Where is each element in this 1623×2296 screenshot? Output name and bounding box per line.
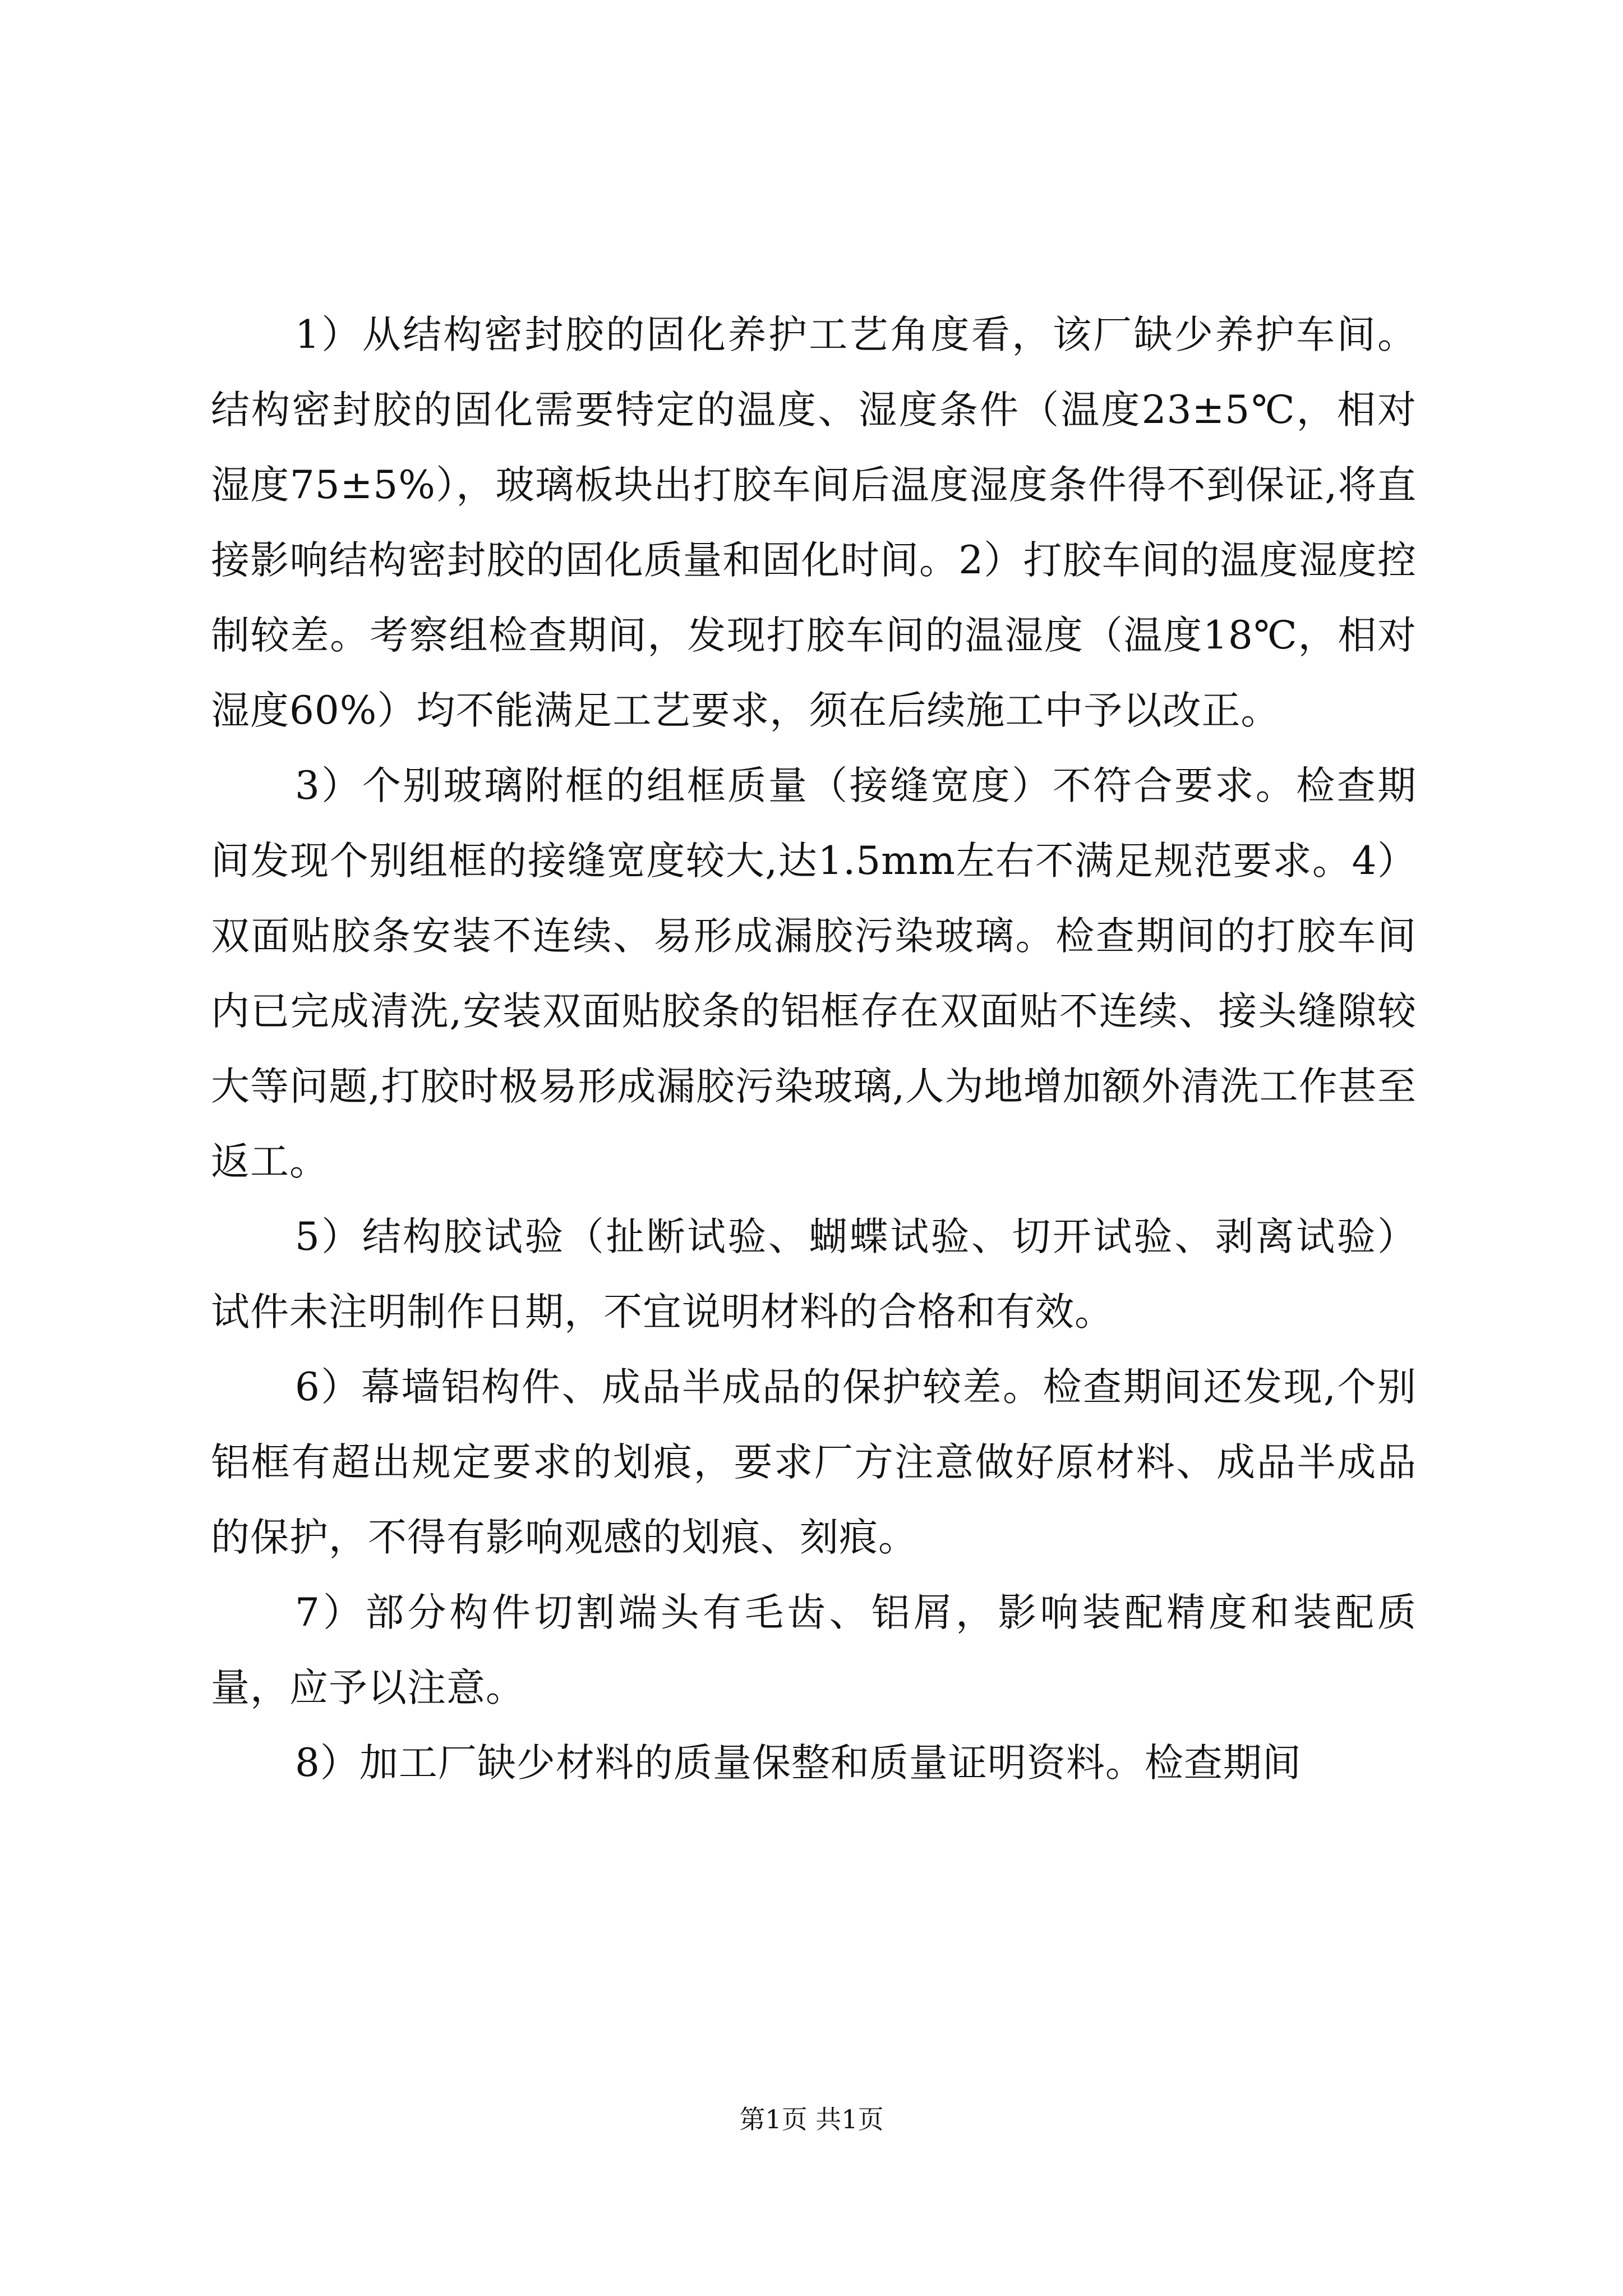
page-number-footer: 第1页 共1页 xyxy=(739,2104,884,2134)
paragraph-3: 5）结构胶试验（扯断试验、蝴蝶试验、切开试验、剥离试验）试件未注明制作日期，不宜说明材料的合格和有效。 xyxy=(211,1214,1417,1335)
paragraph-6: 8）加工厂缺少材料的质量保整和质量证明资料。检查期间 xyxy=(295,1741,1302,1786)
document-body xyxy=(211,297,1417,1801)
paragraph-2: 3）个别玻璃附框的组框质量（接缝宽度）不符合要求。检查期间发现个别组框的接缝宽度较大,达1.5mm左右不满足规范要求。4）双面贴胶条安装不连续、易形成漏胶污染玻璃。检查期间的打胶车间内已完成清洗,安装双面贴胶条的铝框存在双面贴不连续、接头缝隙较大等问题,打胶时极易形成漏胶污染玻璃,人为地增加额外清洗工作甚至返工。 xyxy=(211,763,1417,1184)
paragraph-5: 7）部分构件切割端头有毛齿、铝屑，影响装配精度和装配质量，应予以注意。 xyxy=(211,1590,1417,1710)
paragraph-4: 6）幕墙铝构件、成品半成品的保护较差。检查期间还发现,个别铝框有超出规定要求的划痕，要求厂方注意做好原材料、成品半成品的保护，不得有影响观感的划痕、刻痕。 xyxy=(211,1365,1417,1560)
paragraph-1: 1）从结构密封胶的固化养护工艺角度看，该厂缺少养护车间。结构密封胶的固化需要特定的温度、湿度条件（温度23±5℃，相对湿度75±5%），玻璃板块出打胶车间后温度湿度条件得不到保证,将直接影响结构密封胶的固化质量和固化时间。2）打胶车间的温度湿度控制较差。考察组检查期间，发现打胶车间的温湿度（温度18℃，相对湿度60%）均不能满足工艺要求，须在后续施工中予以改正。 xyxy=(211,312,1417,733)
